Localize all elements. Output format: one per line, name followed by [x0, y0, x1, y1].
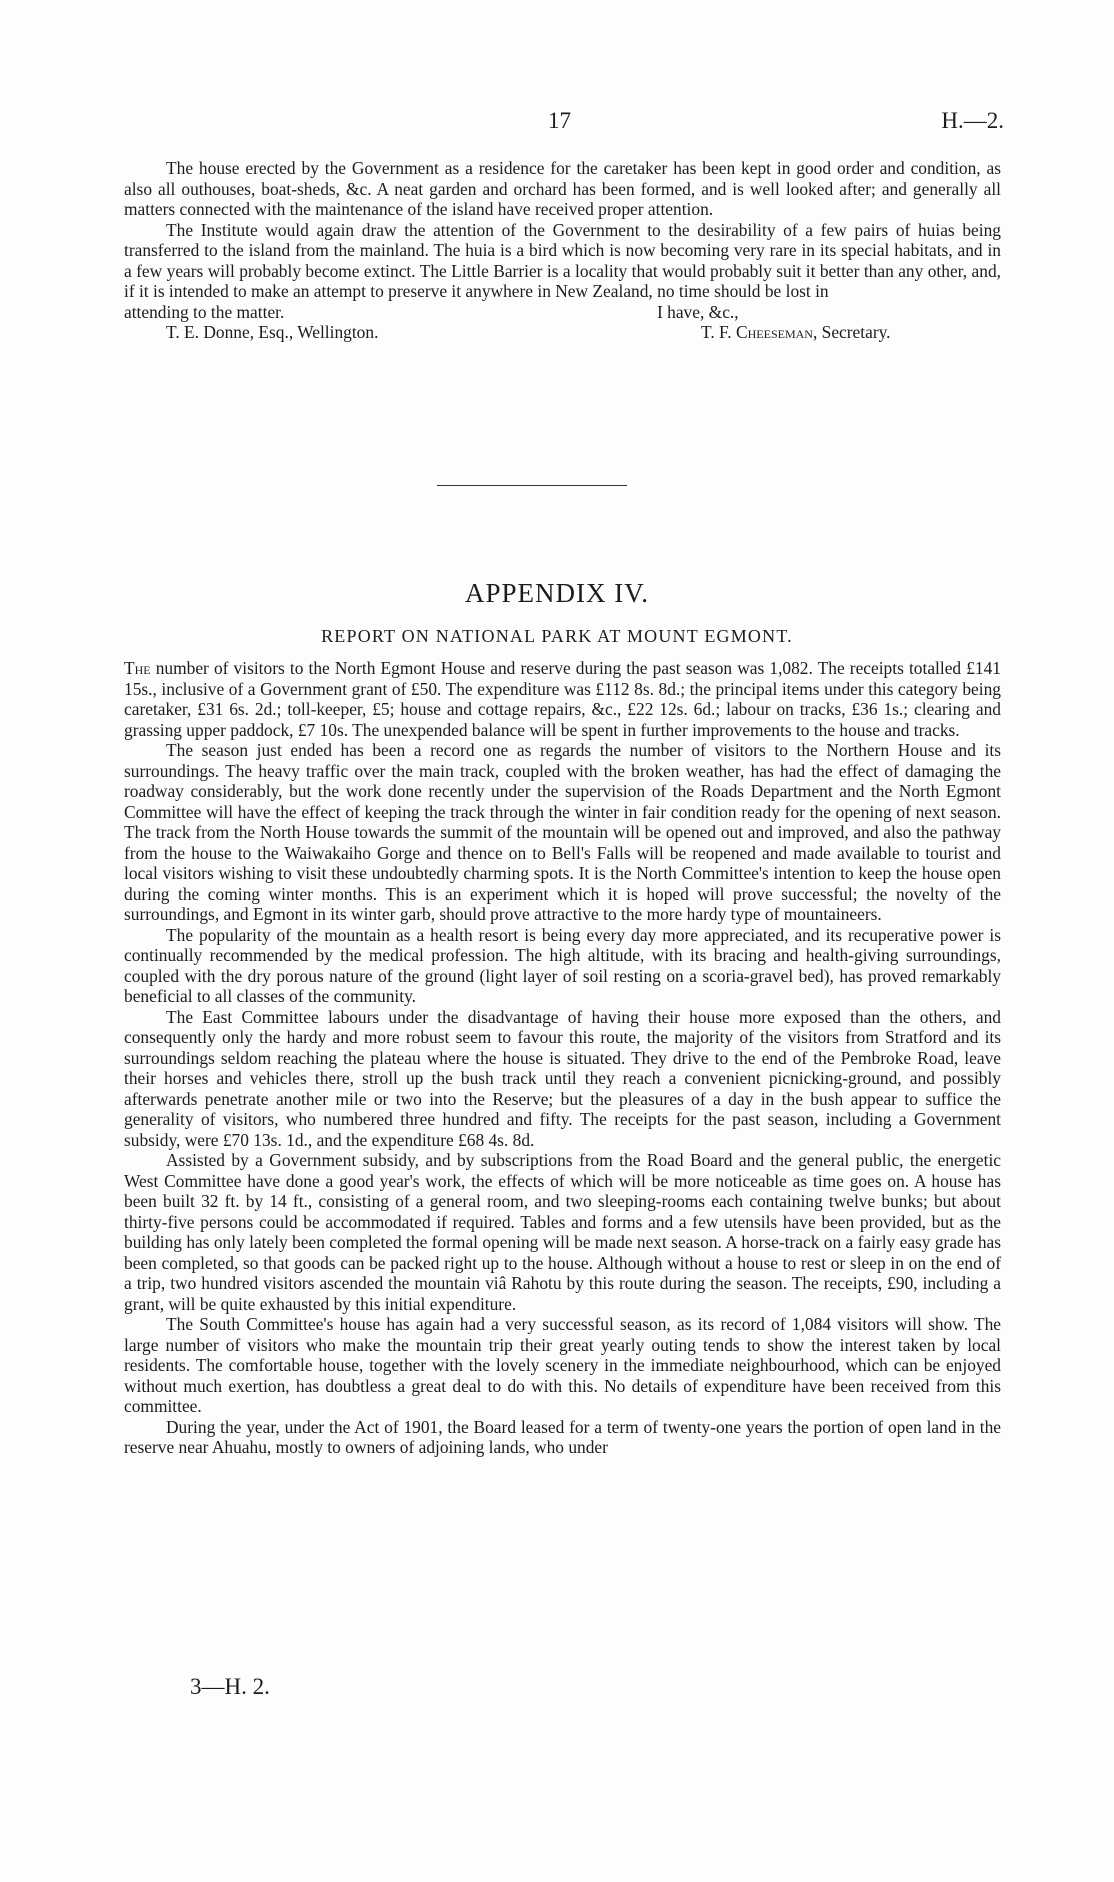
letter-signature-line	[124, 322, 1001, 343]
report-paragraph: During the year, under the Act of 1901, the Board leased for a term of twenty-one years the portion of open land in the reserve near Ahuahu, mostly to owners of adjoining lands, who under	[124, 1416, 1001, 1457]
page-number: 17	[548, 108, 571, 133]
report-paragraph: Assisted by a Government subsidy, and by subscriptions from the Road Board and the general public, the energetic West Committee have done a good year's work, the effects of which will be more noticeable as time goes on. A house has been built 32 ft. by 14 ft., consisting of a general room, and two sleeping-rooms each containing twelve bunks; but about thirty-five persons could be accommodated if required. Tables and forms and a few utensils have been provided, but as the building has only lately been completed the formal opening will be made next season. A horse-track on a fairly easy grade has been completed, so that goods can be packed right up to the house. Although without a house to rest or sleep in on the end of a trip, two hundred visitors ascended the mountain viâ Rahotu by this route during the season. The receipts, £90, including a grant, will be quite exhausted by this initial expenditure.	[124, 1150, 1001, 1314]
report-paragraph: The East Committee labours under the disadvantage of having their house more exposed than the others, and consequently only the hardy and more robust seem to favour this route, the majority of the visitors from Stratford and its surroundings seldom reaching the plateau where the house is situated. They drive to the end of the Pembroke Road, leave their horses and vehicles there, stroll up the bush track until they reach a convenient picnicking-ground, and possibly afterwards penetrate another mile or two into the Reserve; but the pleasures of a day in the bush appear to suffice the generality of visitors, who numbered three hundred and fifty. The receipts for the past season, including a Government subsidy, were £70 13s. 1d., and the expenditure £68 4s. 8d.	[124, 1006, 1001, 1150]
addressee: T. E. Donne, Esq., Wellington.	[166, 322, 379, 342]
report-paragraph: The popularity of the mountain as a health resort is being every day more appreciated, and its recuperative power is continually recommended by the medical profession. The high altitude, with its bracing and health-giving surroundings, coupled with the dry porous nature of the ground (light layer of soil resting on a scoria-gravel bed), has proved remarkably beneficial to all classes of the community.	[124, 924, 1001, 1006]
document-code: H.—2.	[941, 108, 1004, 133]
report-paragraph	[124, 658, 1001, 740]
lead-word: The	[124, 658, 151, 678]
report-paragraph: The South Committee's house has again had a very successful season, as its record of 1,084 visitors will show. The large number of visitors who make the mountain trip their great yearly outing tends to show the interest taken by local residents. The comfortable house, together with the lovely scenery in the immediate neighbourhood, which can be enjoyed without much exertion, has doubtless a great deal to do with this. No details of expenditure have been received from this committee.	[124, 1314, 1001, 1416]
section-divider	[437, 485, 627, 486]
letter-paragraph: The house erected by the Government as a residence for the caretaker has been kept in good order and condition, as also all outhouses, boat-sheds, &c. A neat garden and orchard has been formed, and is well looked after; and generally all matters connected with the maintenance of the island have received proper attention.	[124, 158, 1001, 219]
signatory	[701, 322, 891, 343]
letter-paragraph: The Institute would again draw the attention of the Government to the desirability of a few pairs of huias being transferred to the island from the mainland. The huia is a bird which is now becoming very rare in its special habitats, and in a few years will probably become extinct. The Little Barrier is a locality that would probably suit it better than any other, and, if it is intended to make an attempt to preserve it anywhere in New Zealand, no time should be lost in	[124, 219, 1001, 301]
report-paragraph: The season just ended has been a record one as regards the number of visitors to the Northern House and its surroundings. The heavy traffic over the main track, coupled with the broken weather, has had the effect of damaging the roadway considerably, but the work done recently under the supervision of the Roads Department and the North Egmont Committee will have the effect of keeping the track through the winter in fair condition ready for the opening of next season. The track from the North House towards the summit of the mountain will be opened out and improved, and also the pathway from the house to the Waiwakaiho Gorge and thence on to Bell's Falls will be reopened and made available to tourist and local visitors wishing to visit these undoubtedly charming spots. It is the North Committee's intention to keep the house open during the coming winter months. This is an experiment which it is hoped will prove successful; the novelty of the surroundings, and Egmont in its winter garb, should prove attractive to the more hardy type of mountaineers.	[124, 740, 1001, 924]
appendix-title: APPENDIX IV.	[464, 578, 650, 608]
report-title: REPORT ON NATIONAL PARK AT MOUNT EGMONT.	[321, 626, 793, 646]
signatory-initials: T. F.	[701, 322, 732, 342]
valediction: I have, &c.,	[657, 301, 739, 322]
letter-closing	[124, 302, 1001, 323]
signatory-title: , Secretary.	[812, 322, 891, 342]
signature-code: 3—H. 2.	[190, 1674, 270, 1699]
report-paragraph-text: number of visitors to the North Egmont House and reserve during the past season was 1,082. The receipts totalled £141 15s., inclusive of a Government grant of £50. The expenditure was £112 8s. 8d.; the principal items under this category being caretaker, £31 6s. 2d.; toll-keeper, £5; house and cottage repairs, &c., £22 12s. 6d.; labour on tracks, £36 1s.; clearing and grassing upper paddock, £7 10s. The unexpended balance will be spent in further improvements to the house and tracks.	[124, 658, 1001, 740]
page-header	[0, 108, 1114, 138]
report-body	[124, 658, 1001, 1458]
closing-text: attending to the matter.	[124, 301, 285, 322]
signatory-name: Cheeseman	[736, 322, 813, 342]
letter-body	[124, 158, 1001, 343]
